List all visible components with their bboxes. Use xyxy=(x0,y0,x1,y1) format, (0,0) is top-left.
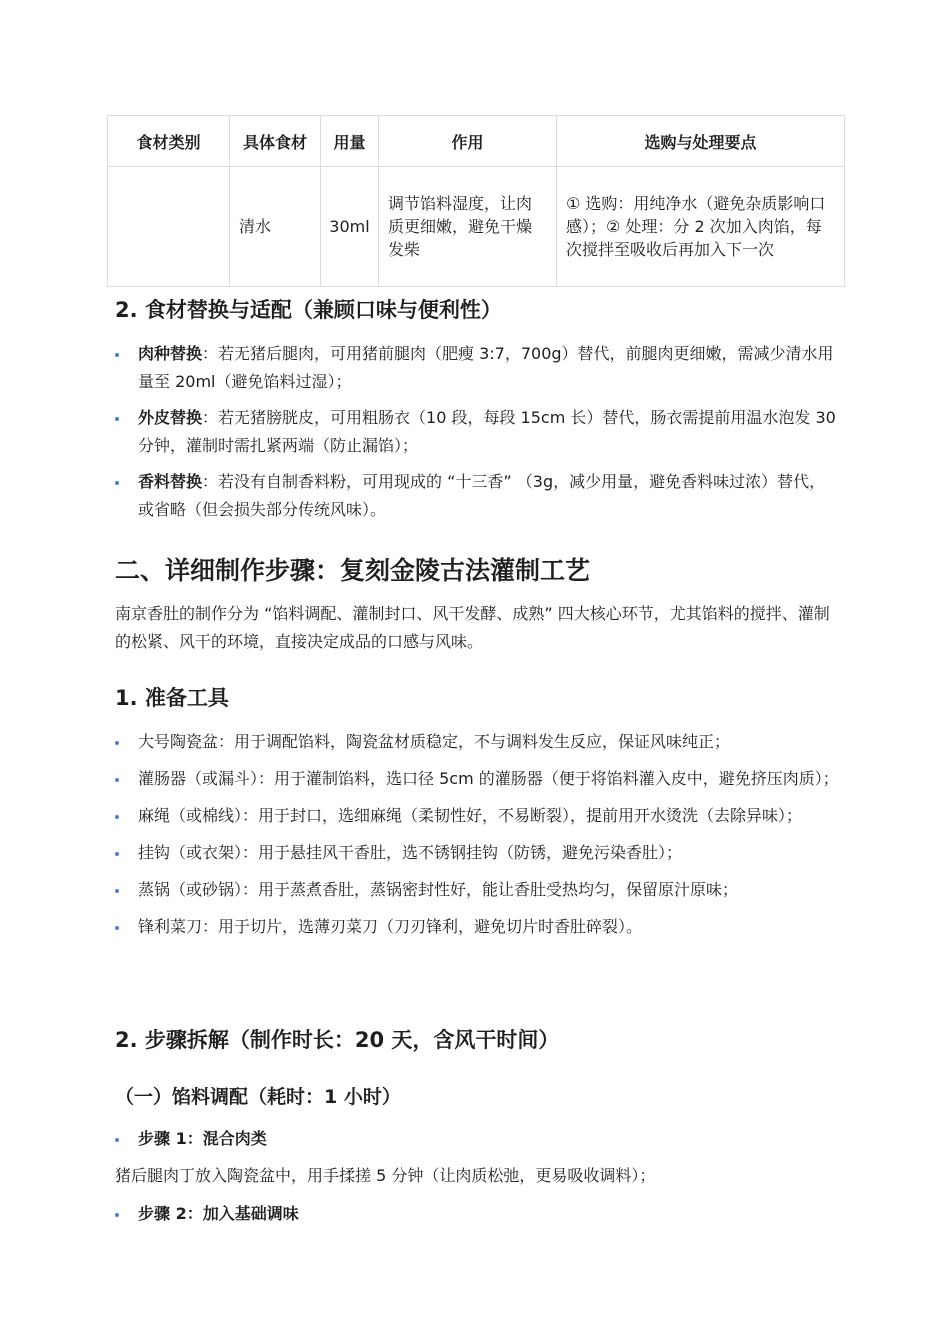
list-item xyxy=(115,839,840,867)
table-header-cell: 作用 xyxy=(379,116,557,167)
list-item xyxy=(115,1125,840,1153)
step-text: 猪后腿肉丁放入陶瓷盆中，用手揉搓 5 分钟（让肉质松弛，更易吸收调料）； xyxy=(115,1166,656,1185)
bullet-icon xyxy=(115,778,119,782)
ingredient-table xyxy=(107,115,845,287)
bullet-icon xyxy=(115,926,119,930)
step-title: 步骤 1：混合肉类 xyxy=(138,1129,267,1148)
step1-list xyxy=(115,1125,840,1153)
list-item-text: 锋利菜刀：用于切片，选薄刃菜刀（刀刃锋利，避免切片时香肚碎裂）。 xyxy=(138,917,643,936)
bullet-icon xyxy=(115,889,119,893)
list-item xyxy=(115,913,840,941)
bullet-icon xyxy=(115,353,119,357)
list-item-term: 香料替换 xyxy=(138,472,203,491)
list-item-text: 灌肠器（或漏斗）：用于灌制馅料，选口径 5cm 的灌肠器（便于将馅料灌入皮中，避免挤压肉质）； xyxy=(138,769,839,788)
table-header-cell: 用量 xyxy=(321,116,379,167)
bullet-icon xyxy=(115,417,119,421)
table-header-row xyxy=(108,116,845,167)
section-heading: 二、详细制作步骤：复刻金陵古法灌制工艺 xyxy=(115,556,591,585)
table-row xyxy=(108,167,845,287)
section-intro: 南京香肚的制作分为 “馅料调配、灌制封口、风干发酵、成熟” 四大核心环节，尤其馅料的搅拌、灌制的松紧、风干的环境，直接决定成品的口感与风味。 xyxy=(115,604,830,651)
list-item xyxy=(115,728,840,756)
table-header-cell: 具体食材 xyxy=(230,116,321,167)
table-header-cell: 食材类别 xyxy=(108,116,230,167)
list-item-text: ：若没有自制香料粉，可用现成的 “十三香” （3g，减少用量，避免香料味过浓）替代，或省略（但会损失部分传统风味）。 xyxy=(138,472,826,519)
step2-list xyxy=(115,1200,840,1228)
list-item xyxy=(115,340,840,396)
list-item-text: 蒸锅（或砂锅）：用于蒸煮香肚，蒸锅密封性好，能让香肚受热均匀，保留原汁原味； xyxy=(138,880,739,899)
tools-heading: 1. 准备工具 xyxy=(115,686,229,710)
list-item xyxy=(115,404,840,460)
substitution-list xyxy=(115,340,840,524)
list-item-text: ：若无猪后腿肉，可用猪前腿肉（肥瘦 3:7，700g）替代，前腿肉更细嫩，需减少清水用量至 20ml（避免馅料过湿）； xyxy=(138,344,834,391)
table-cell-quantity: 30ml xyxy=(321,167,379,287)
table-cell-tips: ① 选购：用纯净水（避免杂质影响口感）；② 处理：分 2 次加入肉馅，每次搅拌至吸收后再加入下一次 xyxy=(557,167,845,287)
step-title: 步骤 2：加入基础调味 xyxy=(138,1204,299,1223)
table-header-cell: 选购与处理要点 xyxy=(557,116,845,167)
list-item-text: 麻绳（或棉线）：用于封口，选细麻绳（柔韧性好，不易断裂），提前用开水烫洗（去除异味）； xyxy=(138,806,803,825)
table-cell-category xyxy=(108,167,230,287)
table-cell-ingredient: 清水 xyxy=(230,167,321,287)
list-item-term: 肉种替换 xyxy=(138,344,203,363)
list-item-text: 挂钩（或衣架）：用于悬挂风干香肚，选不锈钢挂钩（防锈，避免污染香肚）； xyxy=(138,843,683,862)
list-item xyxy=(115,765,840,793)
bullet-icon xyxy=(115,852,119,856)
list-item xyxy=(115,1200,840,1228)
list-item xyxy=(115,468,840,524)
bullet-icon xyxy=(115,815,119,819)
steps-subheading: （一）馅料调配（耗时：1 小时） xyxy=(115,1086,401,1108)
list-item-text: ：若无猪膀胱皮，可用粗肠衣（10 段，每段 15cm 长）替代，肠衣需提前用温水泡发 30 分钟，灌制时需扎紧两端（防止漏馅）； xyxy=(138,408,836,455)
list-item-term: 外皮替换 xyxy=(138,408,203,427)
list-item xyxy=(115,876,840,904)
steps-heading: 2. 步骤拆解（制作时长：20 天，含风干时间） xyxy=(115,1028,560,1052)
substitution-heading: 2. 食材替换与适配（兼顾口味与便利性） xyxy=(115,298,502,322)
list-item-text: 大号陶瓷盆：用于调配馅料，陶瓷盆材质稳定，不与调料发生反应，保证风味纯正； xyxy=(138,732,731,751)
table-cell-function: 调节馅料湿度，让肉质更细嫩，避免干燥发柴 xyxy=(379,167,557,287)
bullet-icon xyxy=(115,481,119,485)
bullet-icon xyxy=(115,741,119,745)
bullet-icon xyxy=(115,1138,119,1142)
tools-list xyxy=(115,728,840,941)
list-item xyxy=(115,802,840,830)
bullet-icon xyxy=(115,1213,119,1217)
